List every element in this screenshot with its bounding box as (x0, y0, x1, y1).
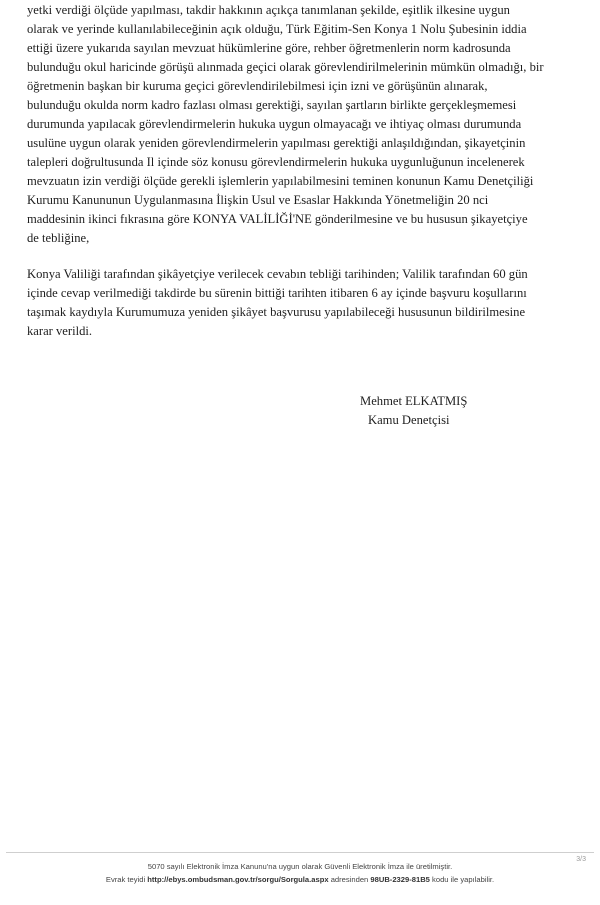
paragraph-line: yetki verdiği ölçüde yapılması, takdir hakkının açıkça tanımlanan şekilde, eşitlik ilkesine uygun (27, 3, 510, 17)
paragraph-line: Kurumu Kanununun Uygulanmasına İlişkin Usul ve Esaslar Hakkında Yönetmeliğin 20 nci (27, 193, 489, 207)
body-paragraph-1 (27, 1, 573, 248)
paragraph-line: ettiği üzere yukarıda sayılan mevzuat hükümlerine göre, rehber öğretmenlerin norm kadrosunda (27, 41, 511, 55)
signatory-name: Mehmet ELKATMIŞ (360, 394, 468, 408)
paragraph-line: olarak ve yerinde kullanılabileceğinin açık olduğu, Türk Eğitim-Sen Konya 1 Nolu Şubesinin iddia (27, 22, 527, 36)
footer-verify-mid: adresinden (330, 875, 369, 884)
footer-verify-suffix: kodu ile yapılabilir. (432, 875, 495, 884)
paragraph-line: karar verildi. (27, 324, 93, 338)
paragraph-line: içinde cevap verilmediği takdirde bu sürenin bittiği tarihten itibaren 6 ay içinde başvuru koşullarını (27, 286, 527, 300)
paragraph-line: talepleri doğrultusunda Il içinde söz konusu görevlendirmelerin hukuka uygunluğunun incelenerek (27, 155, 525, 169)
signatory-title: Kamu Denetçisi (368, 413, 450, 427)
paragraph-line: maddesinin ikinci fıkrasına göre KONYA VALİLİĞİ'NE gönderilmesine ve bu hususun şikayetçiye (27, 212, 528, 226)
footer-verification-line (0, 873, 600, 886)
paragraph-line: usulüne uygun olarak yeniden görevlendirmelerin yapılması gerektiği anlaşıldığından, şikayetçinin (27, 136, 526, 150)
paragraph-line: de tebliğine, (27, 231, 90, 245)
footer-divider (6, 852, 594, 853)
verification-code: 98UB-2329-81B5 (370, 875, 430, 884)
signature-block (360, 392, 467, 430)
paragraph-line: durumunda yapılacak görevlendirmelerin hukuka uygun olmayacağı ve ihtiyaç olması durumunda (27, 117, 522, 131)
paragraph-line: Konya Valiliği tarafından şikâyetçiye verilecek cevabın tebliği tarihinden; Valilik tarafından 60 gün (27, 267, 528, 281)
footer-esignature-notice: 5070 sayılı Elektronik İmza Kanunu'na uygun olarak Güvenli Elektronik İmza ile üretilmiştir. (147, 862, 453, 871)
paragraph-line: taşımak kaydıyla Kurumumuza yeniden şikâyet başvurusu yapılabileceği hususunun bildirilmesine (27, 305, 526, 319)
page-number: 3/3 (576, 856, 586, 863)
verification-url-link[interactable]: http://ebys.ombudsman.gov.tr/sorgu/Sorgula.aspx (147, 875, 329, 884)
paragraph-line: mevzuatın izin verdiği ölçüde gerekli işlemlerin yapılabilmesini teminen konunun Kamu Denetçiliği (27, 174, 534, 188)
footer (0, 860, 600, 886)
paragraph-line: bulunduğu okul haricinde görüşü alınmada geçici olarak görevlendirilmelerinin mümkün olmadığı, bir (27, 60, 544, 74)
paragraph-line: öğretmenin başkan bir kuruma geçici görevlendirilebilmesi için izni ve görüşünün alınarak, (27, 79, 488, 93)
paragraph-line: bulunduğu okulda norm kadro fazlası olması gerektiği, sayılan şartların birlikte gerçekleşmemesi (27, 98, 517, 112)
footer-verify-prefix: Evrak teyidi (105, 875, 146, 884)
body-paragraph-2 (27, 265, 573, 341)
